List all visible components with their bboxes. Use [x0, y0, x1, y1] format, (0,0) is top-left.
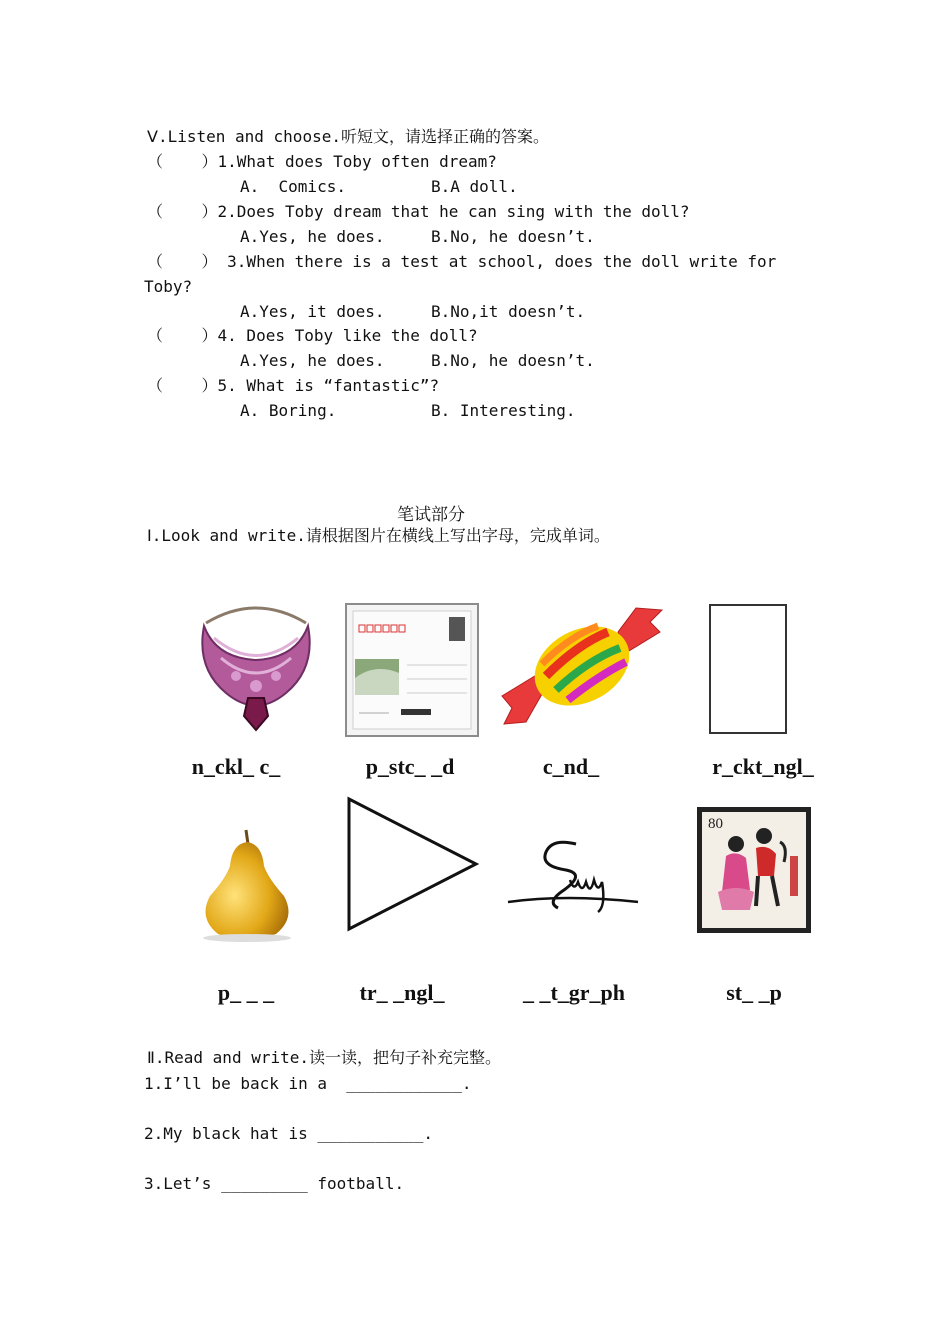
word-autograph: _ _t_gr_ph: [522, 980, 626, 1005]
sentence-3: 3.Let’s _________ football.: [144, 1174, 405, 1193]
q2-option-a: A.Yes, he does.: [240, 227, 385, 246]
question-5: （ ）5. What is “fantastic”?: [147, 376, 440, 395]
triangle-picture: [346, 796, 480, 932]
postcard-picture: [345, 603, 479, 737]
question-4: （ ）4. Does Toby like the doll?: [147, 326, 478, 345]
stamp-picture: [696, 806, 812, 934]
candy-picture: [498, 604, 666, 736]
q5-option-b: B. Interesting.: [431, 401, 576, 420]
autograph-picture: [506, 836, 640, 916]
q5-option-a: A. Boring.: [240, 401, 337, 420]
pear-picture: [196, 826, 298, 942]
rectangle-picture: [708, 603, 788, 735]
listening-heading: Ⅴ.Listen and choose.听短文，请选择正确的答案。: [147, 127, 549, 146]
word-necklace: n_ckl_ c_: [191, 754, 281, 779]
q1-option-b: B.A doll.: [431, 177, 518, 196]
question-2: （ ）2.Does Toby dream that he can sing with the doll?: [147, 202, 690, 221]
question-3-continued: Toby?: [144, 277, 193, 296]
sentence-2: 2.My black hat is ___________.: [144, 1124, 433, 1143]
q1-option-a: A. Comics.: [240, 177, 346, 196]
written-section-title: 笔试部分: [397, 505, 465, 525]
sentence-1: 1.I’ll be back in a ____________.: [144, 1074, 472, 1093]
stamp-value: 80: [708, 816, 723, 832]
q3-option-a: A.Yes, it does.: [240, 302, 385, 321]
question-1: （ ）1.What does Toby often dream?: [147, 152, 497, 171]
word-candy: c_nd_: [542, 754, 600, 779]
word-postcard: p_stc_ _d: [365, 754, 455, 779]
necklace-picture: [186, 598, 326, 738]
section2-heading: Ⅱ.Read and write.读一读，把句子补充完整。: [147, 1048, 502, 1067]
question-3: （ ） 3.When there is a test at school, does the doll write for: [147, 252, 777, 271]
word-rectangle: r_ckt_ngl_: [712, 754, 814, 779]
q3-option-b: B.No,it doesn’t.: [431, 302, 586, 321]
word-triangle: tr_ _ngl_: [359, 980, 445, 1005]
word-pear: p_ _ _: [217, 980, 275, 1005]
q4-option-b: B.No, he doesn’t.: [431, 351, 595, 370]
q2-option-b: B.No, he doesn’t.: [431, 227, 595, 246]
section1-heading: Ⅰ.Look and write.请根据图片在横线上写出字母，完成单词。: [147, 526, 610, 545]
word-stamp: st_ _p: [726, 980, 782, 1005]
q4-option-a: A.Yes, he does.: [240, 351, 385, 370]
